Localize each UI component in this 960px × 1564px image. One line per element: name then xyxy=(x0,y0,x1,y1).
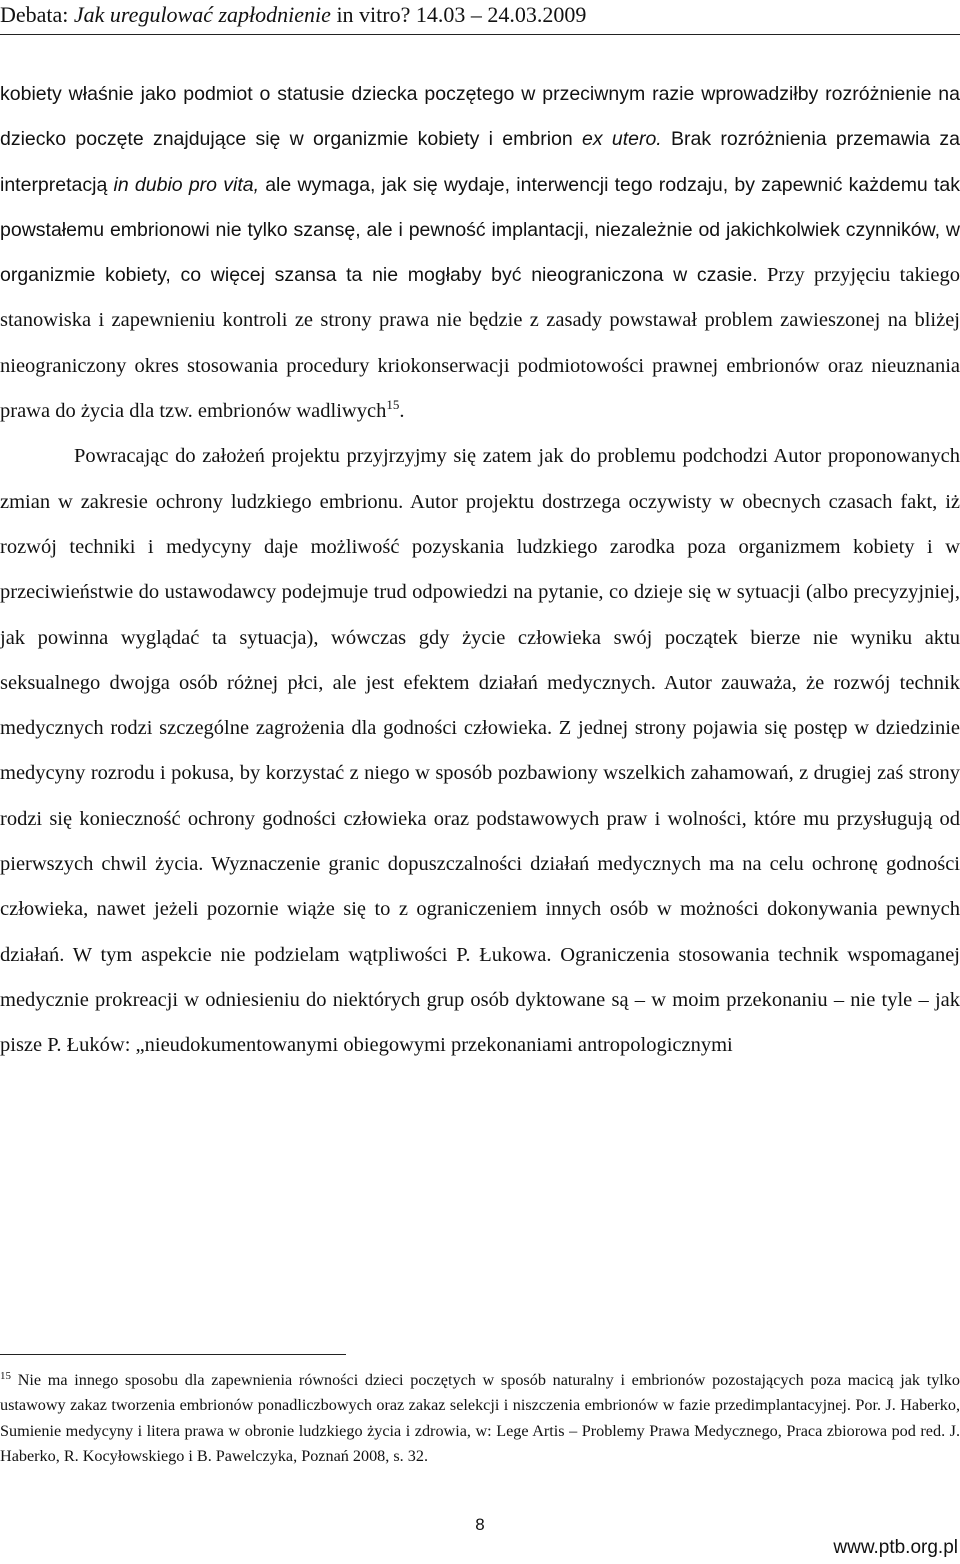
header-suffix: in vitro? 14.03 – 24.03.2009 xyxy=(330,2,587,27)
paragraph-1-text: Brak rozróżnienia przemawia za interpretacją xyxy=(0,128,960,196)
footnote-divider xyxy=(0,1354,346,1355)
latin-term-ex-utero: ex utero. xyxy=(582,128,662,151)
footnote-reference: 15 xyxy=(386,397,400,413)
footnote-number: 15 xyxy=(0,1370,11,1382)
paragraph-1-text: kobiety właśnie jako podmiot o statusie dziecka poczętego w przeciwnym razie wprowadziłby rozróżnienie na dziecko poczęte znajdujące się w organizmie kobiety i embrion xyxy=(0,83,960,151)
header-divider xyxy=(0,34,960,35)
page-header xyxy=(0,2,960,28)
header-prefix: Debata: xyxy=(0,2,74,27)
main-text xyxy=(0,72,960,1069)
paragraph-1-text: ale wymaga, jak się wydaje, interwencji tego rodzaju, by zapewnić każdemu tak powstałemu embrionowi nie tylko szansę, ale i pewność implantacji, niezależnie od jakichkolwiek czynników, w organizmie kobiety, co więcej szansa ta nie mogłaby być nieograniczona w czasie. xyxy=(0,173,960,287)
footnote xyxy=(0,1368,960,1469)
footnote-text: Nie ma innego sposobu dla zapewnienia równości dzieci poczętych w sposób naturalny i embrionów pozostających poza macicą jak tylko ustawowy zakaz tworzenia embrionów ponadliczbowych oraz zakaz selekcji i niszczenia embrionów w fazie przedimplantacyjnej. Por. J. Haberko, Sumienie medycyny i litera prawa w obronie ludzkiego życia i zdrowia, w: Lege Artis – Problemy Prawa Medycznego, Praca zbiorowa pod red. J. Haberko, R. Kocyłowskiego i B. Pawelczyka, Poznań 2008, s. 32. xyxy=(0,1371,960,1465)
paragraph-2: Powracając do założeń projektu przyjrzyjmy się zatem jak do problemu podchodzi Autor proponowanych zmian w zakresie ochrony ludzkiego embrionu. Autor projektu dostrzega oczywisty w obecnych czasach fakt, iż rozwój techniki i medycyny daje możliwość pozyskania ludzkiego zarodka poza organizmem kobiety i w przeciwieństwie do ustawodawcy podejmuje trud odpowiedzi na pytanie, co dzieje się w sytuacji (albo precyzyjniej, jak powinna wyglądać ta sytuacja), wówczas gdy życie człowieka swój początek bierze nie wyniku aktu seksualnego dwojga osób różnej płci, ale jest efektem działań medycznych. Autor zauważa, że rozwój technik medycznych rodzi szczególne zagrożenia dla godności człowieka. Z jednej strony pojawia się postęp w dziedzinie medycyny rozrodu i pokusa, by korzystać z niego w sposób pozbawiony wszelkich zahamowań, z drugiej zaś strony rodzi się konieczność ochrony godności człowieka oraz podstawowych praw i wolności, które mu przysługują od pierwszych chwil życia. Wyznaczenie granic dopuszczalności działań medycznych ma na celu ochronę godności człowieka, nawet jeżeli pozornie wiąże się to z ograniczeniem innych osób w możności dokonywania pewnych działań. W tym aspekcie nie podzielam wątpliwości P. Łukowa. Ograniczenia stosowania technik wspomaganej medycznie prokreacji w odniesieniu do niektórych grup osób dyktowane są – w moim przekonaniu – nie tyle – jak pisze P. Łuków: „nieudokumentowanymi obiegowymi przekonaniami antropologicznymi xyxy=(0,445,960,1057)
paragraph-1 xyxy=(0,72,960,434)
paragraph-1-text: Przy przyjęciu takiego stanowiska i zapewnieniu kontroli ze strony prawa nie będzie z zasady powstawał problem zawieszonej na bliżej nieograniczony okres stosowania procedury kriokonserwacji podmiotowości prawnej embrionów oraz nieuznania prawa do życia dla tzw. embrionów wadliwych xyxy=(0,264,960,423)
latin-term-in-dubio: in dubio pro vita, xyxy=(113,173,259,196)
paragraph-1-text: . xyxy=(399,400,405,423)
site-url[interactable]: www.ptb.org.pl xyxy=(833,1537,958,1558)
page-number: 8 xyxy=(475,1515,485,1534)
header-title: Jak uregulować zapłodnienie xyxy=(73,2,331,27)
